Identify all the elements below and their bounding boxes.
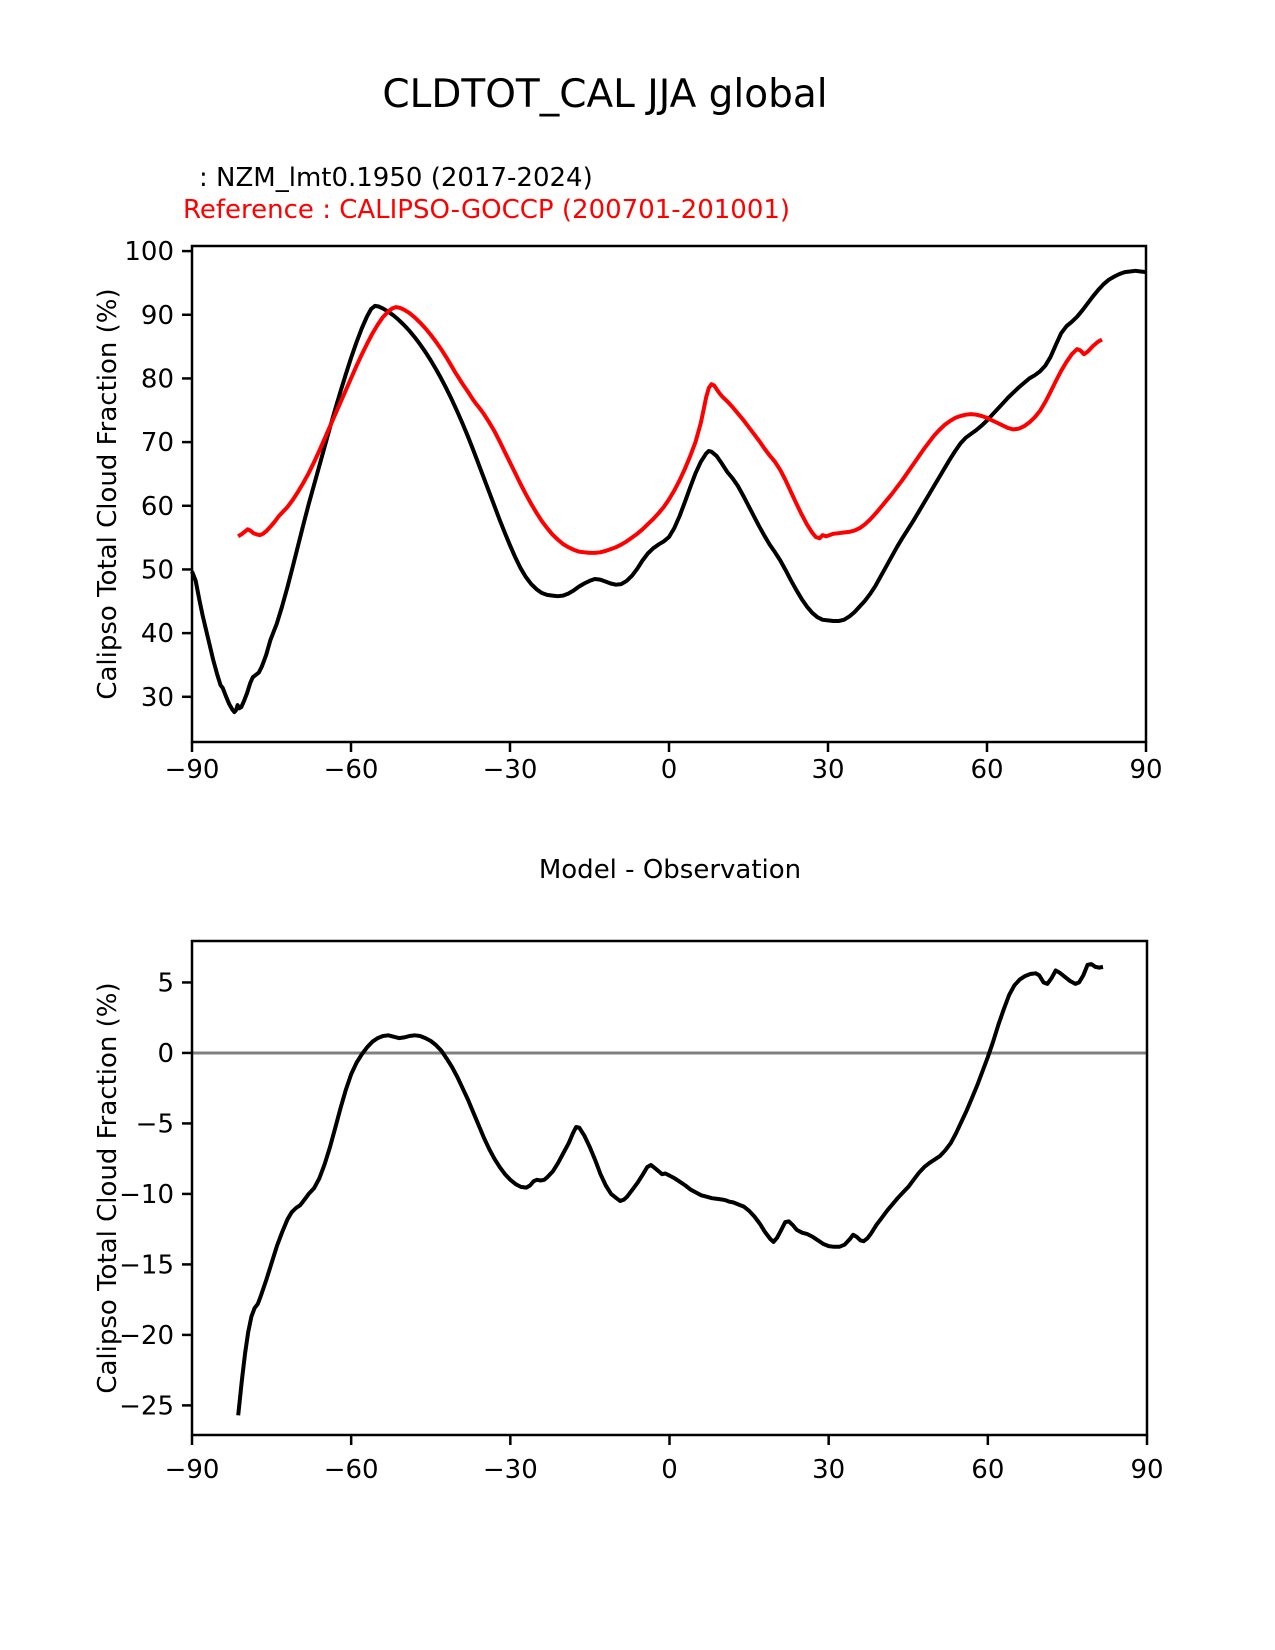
legend-model-entry: : NZM_lmt0.1950 (2017-2024)	[199, 163, 593, 193]
bottom-chart-model-line	[238, 964, 1103, 1415]
top-chart-x-tick-label: 60	[970, 755, 1004, 785]
bottom-chart-ylabel: Calipso Total Cloud Fraction (%)	[93, 982, 123, 1394]
top-chart-y-tick-label: 60	[140, 491, 174, 522]
top-chart-spines	[192, 246, 1146, 742]
top-chart-reference-line	[238, 307, 1102, 553]
top-chart-model-line	[192, 271, 1146, 712]
top-chart-x-tick-label: 90	[1129, 755, 1163, 785]
top-chart-x-tick-label: −30	[482, 755, 538, 785]
bottom-chart-y-tick-label: −20	[119, 1320, 174, 1351]
top-chart-x-tick-label: 30	[811, 755, 845, 785]
legend-reference-entry: Reference : CALIPSO-GOCCP (200701-201001)	[183, 195, 791, 225]
top-chart-y-tick-label: 40	[140, 619, 174, 650]
top-chart-y-tick-label: 90	[140, 300, 174, 331]
bottom-chart-x-tick-label: −90	[164, 1455, 220, 1485]
bottom-chart-x-tick-label: 30	[812, 1455, 846, 1485]
bottom-chart-y-tick-label: 0	[157, 1038, 174, 1069]
top-chart-y-tick-label: 100	[124, 237, 174, 268]
top-chart-x-tick-label: −60	[323, 755, 379, 785]
bottom-chart-x-tick-label: −30	[482, 1455, 538, 1485]
top-chart-y-tick-label: 80	[140, 364, 174, 395]
bottom-chart-title: Model - Observation	[538, 855, 802, 885]
bottom-chart-y-tick-label: −10	[119, 1179, 174, 1210]
top-chart-ylabel: Calipso Total Cloud Fraction (%)	[93, 288, 123, 700]
bottom-chart-y-tick-label: −15	[119, 1250, 174, 1281]
bottom-chart-x-tick-label: −60	[323, 1455, 379, 1485]
legend	[183, 162, 790, 226]
bottom-chart-y-tick-label: −5	[135, 1109, 174, 1140]
bottom-chart-x-tick-label: 60	[971, 1455, 1005, 1485]
top-chart-y-tick-label: 50	[140, 555, 174, 586]
top-chart-x-tick-label: 0	[660, 755, 678, 785]
bottom-chart-y-tick-label: 5	[157, 968, 174, 999]
bottom-chart-x-tick-label: 90	[1130, 1455, 1164, 1485]
figure-title: CLDTOT_CAL JJA global	[382, 72, 828, 117]
top-chart-y-tick-label: 70	[140, 428, 174, 459]
bottom-chart-x-tick-label: 0	[661, 1455, 678, 1485]
top-chart-x-tick-label: −90	[164, 755, 220, 785]
bottom-chart-y-tick-label: −25	[119, 1391, 174, 1422]
top-chart-y-tick-label: 30	[140, 682, 174, 713]
